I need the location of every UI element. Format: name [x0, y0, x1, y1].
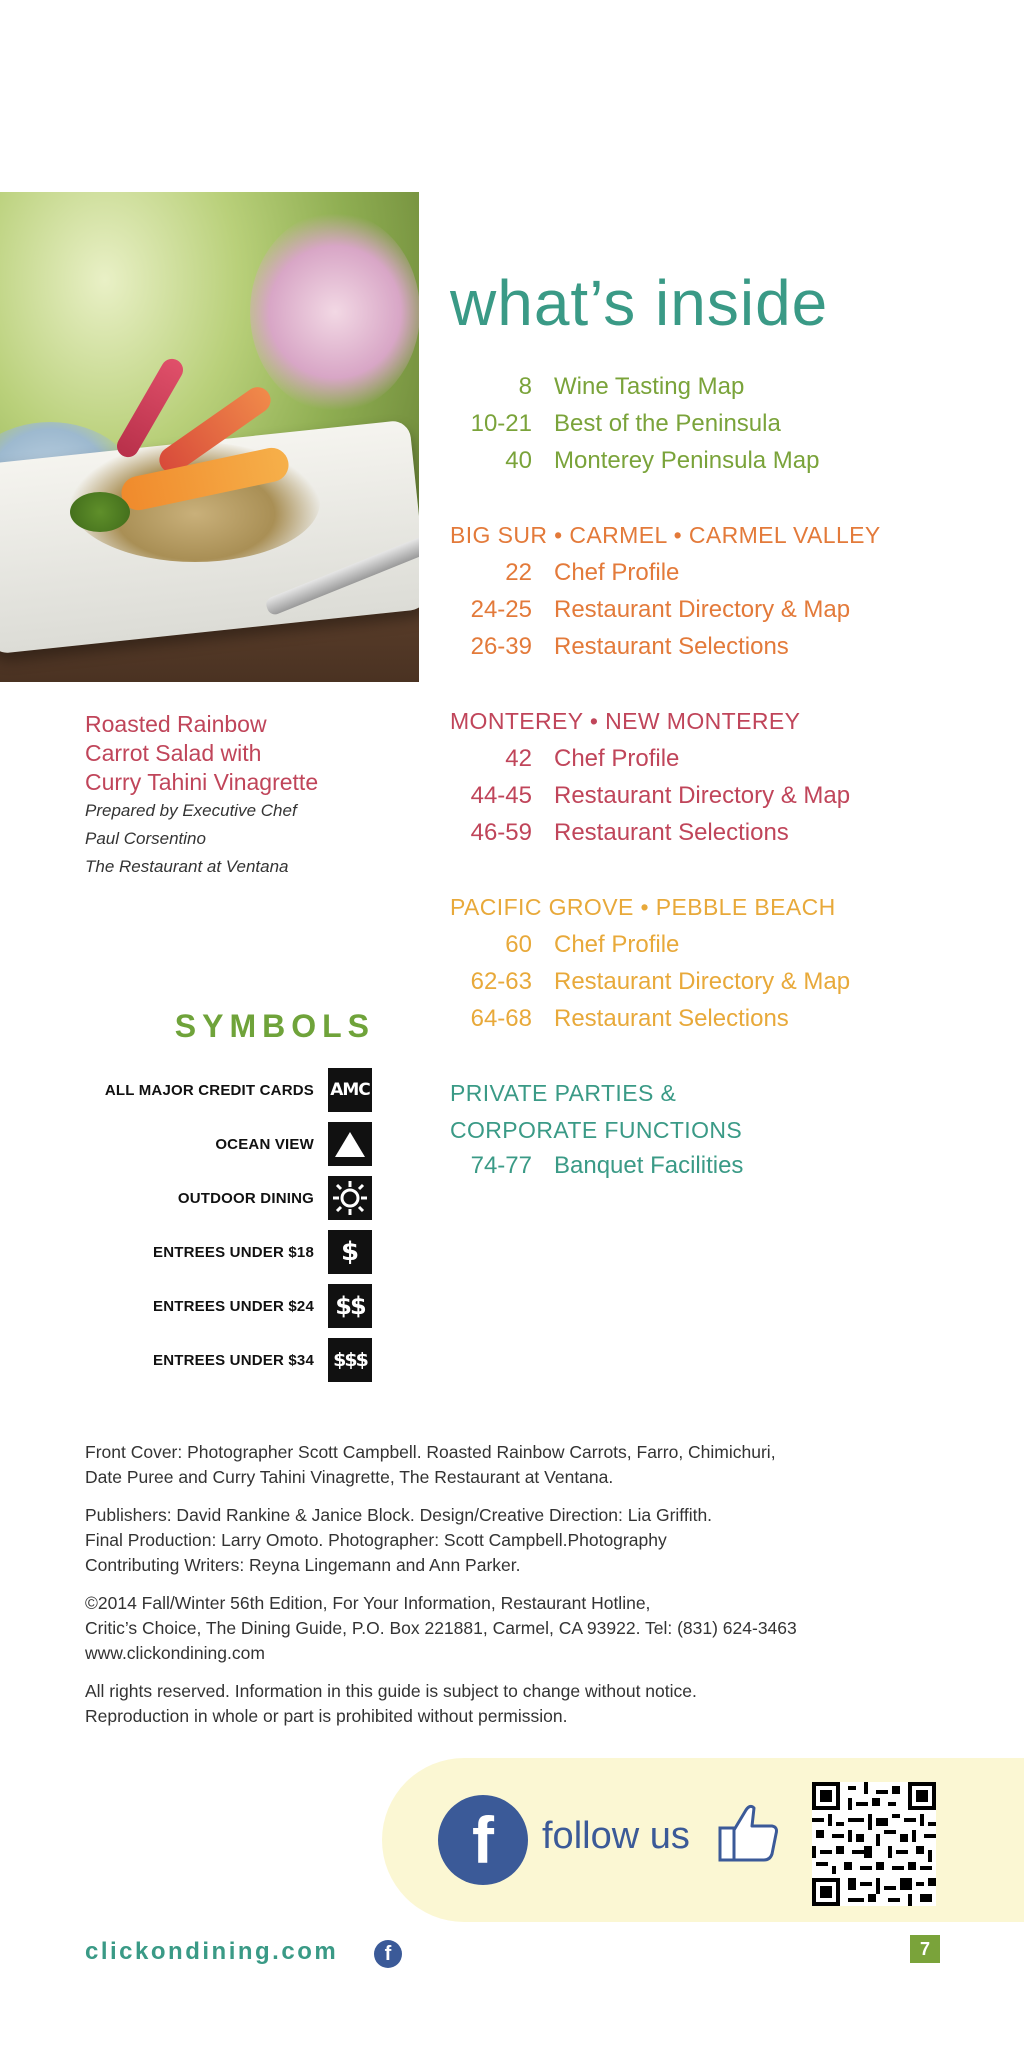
symbol-label: ENTREES UNDER $24 [153, 1297, 314, 1315]
sun-icon [328, 1176, 372, 1220]
toc-pages: 40 [505, 447, 532, 474]
website-link[interactable]: www.clickondining.com [85, 1643, 265, 1663]
toc-section-monterey [450, 703, 970, 851]
toc-row[interactable] [450, 628, 970, 665]
credits-line: Reproduction in whole or part is prohibited without permission. [85, 1706, 568, 1726]
credit-card-icon: AMC [328, 1068, 372, 1112]
toc-row[interactable] [450, 814, 970, 851]
toc-label: Monterey Peninsula Map [554, 447, 820, 474]
toc-row[interactable] [450, 926, 970, 963]
credits-paragraph [85, 1503, 945, 1578]
triple-dollar-icon: $$$ [328, 1338, 372, 1382]
toc-pages: 42 [505, 745, 532, 772]
toc-general [450, 368, 970, 479]
toc-pages: 62-63 [470, 968, 532, 995]
toc-pages: 64-68 [470, 1005, 532, 1032]
caption-credit-line: The Restaurant at Ventana [85, 857, 289, 876]
toc-section-heading: MONTEREY • NEW MONTEREY [450, 708, 801, 734]
facebook-icon[interactable]: f [438, 1795, 528, 1885]
toc-section-private-parties [450, 1075, 970, 1184]
toc-pages: 60 [505, 931, 532, 958]
toc-pages: 8 [518, 373, 532, 400]
website-link[interactable]: clickondining.com [85, 1938, 339, 1965]
toc-label: Restaurant Selections [554, 819, 789, 846]
symbol-label: ALL MAJOR CREDIT CARDS [104, 1081, 314, 1099]
credits-paragraph [85, 1679, 945, 1729]
caption-title-line: Curry Tahini Vinagrette [85, 769, 319, 795]
toc-section-pacific-grove [450, 889, 970, 1037]
symbol-label: ENTREES UNDER $18 [153, 1243, 314, 1261]
symbol-row [60, 1284, 372, 1328]
double-dollar-icon: $$ [328, 1284, 372, 1328]
credits-line: Contributing Writers: Reyna Lingemann and Ann Parker. [85, 1555, 521, 1575]
toc-row[interactable] [450, 1000, 970, 1037]
credits-line: Final Production: Larry Omoto. Photographer: Scott Campbell.Photography [85, 1530, 667, 1550]
symbol-row [60, 1122, 372, 1166]
symbol-row [60, 1176, 372, 1220]
dollar-icon: $ [328, 1230, 372, 1274]
toc-label: Best of the Peninsula [554, 410, 781, 437]
toc-label: Restaurant Selections [554, 633, 789, 660]
toc-section-heading: CORPORATE FUNCTIONS [450, 1117, 743, 1143]
credits-line: ©2014 Fall/Winter 56th Edition, For Your Information, Restaurant Hotline, [85, 1593, 651, 1613]
toc-label: Wine Tasting Map [554, 373, 745, 400]
thumbs-up-icon[interactable] [716, 1800, 782, 1866]
symbol-label: OUTDOOR DINING [177, 1189, 314, 1207]
toc-label: Chef Profile [554, 559, 680, 586]
toc-row[interactable] [450, 777, 970, 814]
toc-pages: 74-77 [470, 1152, 532, 1179]
symbol-row [60, 1230, 372, 1274]
symbol-label: OCEAN VIEW [215, 1135, 314, 1153]
toc-section-heading: PRIVATE PARTIES & [450, 1080, 677, 1106]
toc-row[interactable] [450, 963, 970, 1000]
toc-row[interactable] [450, 1147, 970, 1184]
toc-pages: 44-45 [470, 782, 532, 809]
credits [85, 1440, 945, 1742]
credits-line: Critic’s Choice, The Dining Guide, P.O. Box 221881, Carmel, CA 93922. Tel: (831) 624-3463 [85, 1618, 797, 1638]
symbols-heading: SYMBOLS [174, 1008, 375, 1044]
toc-label: Restaurant Directory & Map [554, 596, 851, 623]
caption-title-line: Carrot Salad with [85, 740, 262, 766]
credits-line: Date Puree and Curry Tahini Vinagrette, The Restaurant at Ventana. [85, 1467, 614, 1487]
page-title: what’s inside [450, 267, 829, 339]
caption-credit-line: Paul Corsentino [85, 829, 206, 848]
credits-line: Publishers: David Rankine & Janice Block. Design/Creative Direction: Lia Griffith. [85, 1505, 713, 1525]
credits-paragraph [85, 1591, 945, 1666]
follow-us-text[interactable]: follow us [542, 1815, 690, 1857]
photo-caption [85, 710, 405, 881]
toc-pages: 46-59 [470, 819, 532, 846]
food-photo [0, 192, 419, 682]
credits-paragraph [85, 1440, 945, 1490]
toc-row[interactable] [450, 591, 970, 628]
toc-row[interactable] [450, 442, 970, 479]
toc-label: Restaurant Directory & Map [554, 968, 851, 995]
toc-pages: 24-25 [470, 596, 532, 623]
caption-credit-line: Prepared by Executive Chef [85, 801, 297, 820]
toc-pages: 26-39 [470, 633, 532, 660]
mountain-icon [328, 1122, 372, 1166]
credits-line: All rights reserved. Information in this guide is subject to change without notice. [85, 1681, 697, 1701]
caption-title-line: Roasted Rainbow [85, 711, 267, 737]
toc-row[interactable] [450, 405, 970, 442]
symbol-row [60, 1068, 372, 1112]
symbol-row [60, 1338, 372, 1382]
toc-row[interactable] [450, 740, 970, 777]
toc-row[interactable] [450, 368, 970, 405]
toc-pages: 22 [505, 559, 532, 586]
toc-label: Restaurant Directory & Map [554, 782, 851, 809]
toc-label: Chef Profile [554, 745, 680, 772]
toc-section-heading: PACIFIC GROVE • PEBBLE BEACH [450, 894, 836, 920]
facebook-icon[interactable]: f [374, 1940, 402, 1968]
toc-section-big-sur [450, 517, 970, 665]
toc-section-heading: BIG SUR • CARMEL • CARMEL VALLEY [450, 522, 881, 548]
toc-label: Restaurant Selections [554, 1005, 789, 1032]
qr-code[interactable] [812, 1782, 936, 1906]
toc-row[interactable] [450, 554, 970, 591]
toc-pages: 10-21 [470, 410, 532, 437]
toc-label: Banquet Facilities [554, 1152, 744, 1179]
toc-label: Chef Profile [554, 931, 680, 958]
page-number: 7 [910, 1935, 940, 1963]
symbol-label: ENTREES UNDER $34 [153, 1351, 314, 1369]
credits-line: Front Cover: Photographer Scott Campbell. Roasted Rainbow Carrots, Farro, Chimichuri, [85, 1442, 776, 1462]
